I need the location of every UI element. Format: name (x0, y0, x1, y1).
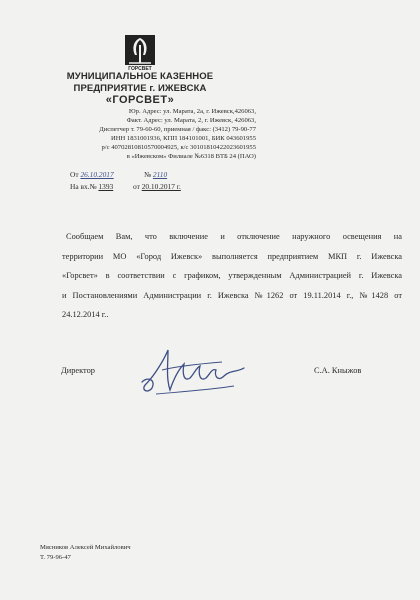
logo-text: ГОРСВЕТ (128, 66, 152, 71)
body-line: 24.12.2014 г.. (62, 310, 109, 319)
signatory-name: С.А. Кныжов (314, 366, 362, 375)
legal-address: Юр. Адрес: ул. Марата, 2а, г. Ижевск,426063, (128, 108, 256, 115)
incoming-number: 1393 (98, 182, 114, 191)
number-label: № (144, 170, 152, 179)
body-line: «Горсвет» в соответствии с графиком, утвержденным Администрацией г. Ижевска (62, 271, 402, 280)
outgoing-number-value: 2110 (152, 170, 168, 179)
signatory-position: Директор (61, 366, 95, 375)
outgoing-ref (70, 170, 138, 179)
handwritten-signature (138, 342, 248, 402)
body-line: и Постановлениями Администрации г. Ижевска №1262 от 19.11.2014 г., №1428 от (62, 290, 402, 300)
org-city-line: ПРЕДПРИЯТИЕ г. ИЖЕВСКА (73, 83, 207, 94)
org-type-line: МУНИЦИПАЛЬНОЕ КАЗЕННОЕ (66, 71, 214, 82)
bank-accounts: р/с 40702810810570004925, к/с 30101810422023601955 (101, 144, 256, 151)
executor-name: Мясников Алексей Михайлович (40, 544, 131, 551)
outgoing-date: 26.10.2017 (80, 170, 114, 179)
incoming-from-label: от (133, 182, 140, 191)
incoming-date-ref (133, 182, 181, 191)
incoming-ref (70, 182, 113, 191)
tax-ids: ИНН 1831001936, КПП 184101001, БИК 043601955 (110, 135, 256, 142)
bank-name: в «Ижевском» Филиале №6318 ВТБ 24 (ПАО) (126, 153, 256, 160)
body-line: территории МО «Город Ижевск» выполняется предприятием МКП г. Ижевска (62, 251, 402, 261)
body-line: Сообщаем Вам, что включение и отключение наружного освещения на (66, 232, 402, 241)
incoming-label: На вх.№ (70, 182, 97, 191)
gorsvet-logo (123, 33, 157, 71)
incoming-date: 20.10.2017 г. (141, 182, 181, 191)
org-name: «ГОРСВЕТ» (105, 94, 175, 106)
from-label: От (70, 170, 79, 179)
actual-address: Факт. Адрес: ул. Марата, 2, г. Ижевск, 426063, (126, 117, 256, 124)
outgoing-number (144, 170, 203, 179)
phone-line: Диспетчер т. 79-60-60, приемная / факс: (3412) 79-90-77 (99, 126, 256, 133)
executor-phone: Т. 79-96-47 (40, 554, 71, 561)
letter-body (62, 227, 402, 325)
